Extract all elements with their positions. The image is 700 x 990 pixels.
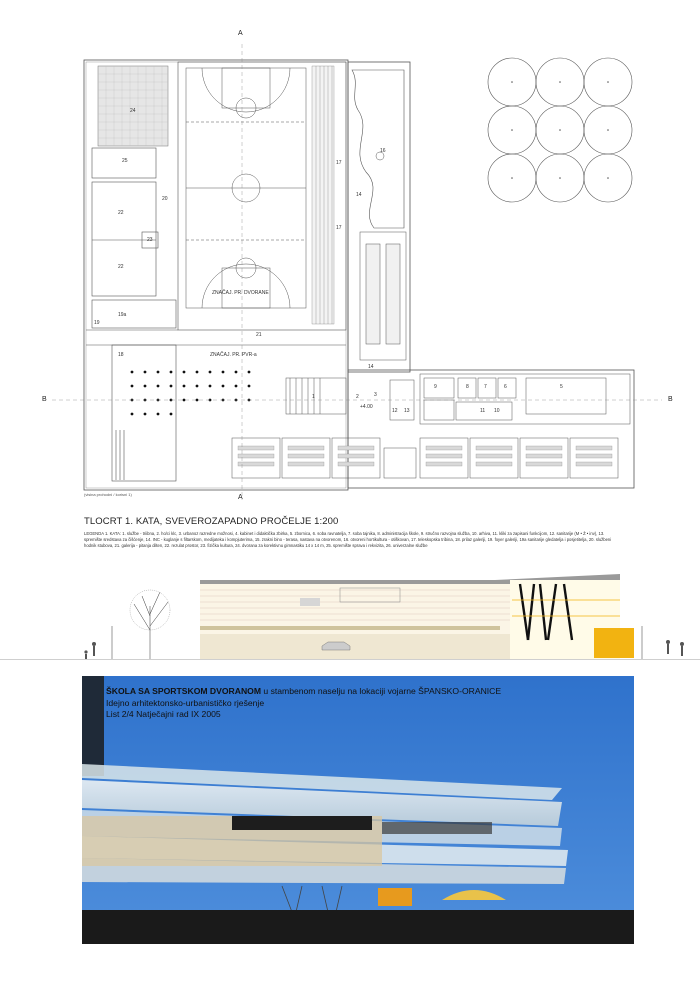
room-label: 5 [560,384,563,390]
room-label: 22 [118,264,124,270]
room-label: 24 [130,108,136,114]
level-label: +4.00 [360,404,373,410]
room-label: 17 [336,225,342,231]
room-label: 9 [434,384,437,390]
elevation-drawing [0,570,700,660]
room-label: 12 [392,408,398,414]
gym-name-label: ZNAČAJ. PR. DVORANE [212,290,269,296]
room-label: 22 [118,210,124,216]
room-label: 18 [118,352,124,358]
room-label: 7 [484,384,487,390]
room-label: 6 [504,384,507,390]
room-label: 21 [256,332,262,338]
section-mark-b-right: B [668,396,673,403]
project-location: u stambenom naselju na lokaciji vojarne ŠPANSKO-ORANICE [261,686,502,696]
section-mark-b-left: B [42,396,47,403]
room-24-hatch [98,66,168,146]
room-label: 13 [404,408,410,414]
room-label: 2 [356,394,359,400]
section-mark-a-top: A [238,30,243,37]
project-caption [106,686,501,721]
room-label: 19a [118,312,127,318]
room-label: 14 [368,364,374,370]
room-label: 3 [374,392,377,398]
plan-legend: LEGENDA 1. KATA: 1. službe - triibna, 2. ho/ci klc, 3. urbanoz razredne možnosi, 4. kabinet i didaktička zbirka, 5. zbornica, 6. soba ravnatelja, 7. soba tajnika, 8. administracija škole, 9. stručno razvojna služba, 10. arhiva, 11. kliki za zapisani funkcijom, 12. sanitarije (M • Ž • inv), 13. spremište sredstava za čišćenje, 14. INC - kuglanje s filtarskom, medijateka i kompjuterima, 15. zrakni bino - terasa, nastava na otvorenom, 16. otvoreni hortikultura - otiškovan, 17. teleskopska tribina, 18. prilaz galeriji, 19. foyer galeriji, 19a sanitarije gledatelja i posjetitelja, 20. službeni hodnik stubova, 21. galerija - pitanja dilten, 22. rezulat prostor, 23. fizička kultura, 24. dvorana za korektivnu gimnastiku 14 x 14 m, 25. spremište sprava i rekvizita, 26. univerzalne službe [84,531,612,548]
section-divider [0,659,700,660]
section-mark-a-bottom: A [238,494,243,501]
plan-scale-note: (visina prohodni / korisni 1) [84,492,132,497]
room-label: 14 [356,192,362,198]
room-label: 25 [122,158,128,164]
room-label: 19 [94,320,100,326]
sheet-number: List 2/4 Natječajni rad IX 2005 [106,709,221,720]
room-label: 20 [162,196,168,202]
room-label: 17 [336,160,342,166]
project-description: Idejno arhitektonsko-urbanističko rješenje [106,697,265,708]
room-label: 10 [494,408,500,414]
room-label: 16 [380,148,386,154]
foyer-name-label: ZNAČAJ. PR. PVR-a [210,352,257,358]
room-label: 23 [147,237,153,243]
room-label: 8 [466,384,469,390]
room-label: 11 [480,408,486,414]
gym-court [186,68,306,308]
plan-title: TLOCRT 1. KATA, SVEVEROZAPADNO PROČELJE 1:200 [84,516,339,527]
room-label: 1 [312,394,315,400]
project-title: ŠKOLA SA SPORTSKOM DVORANOM [106,686,262,696]
